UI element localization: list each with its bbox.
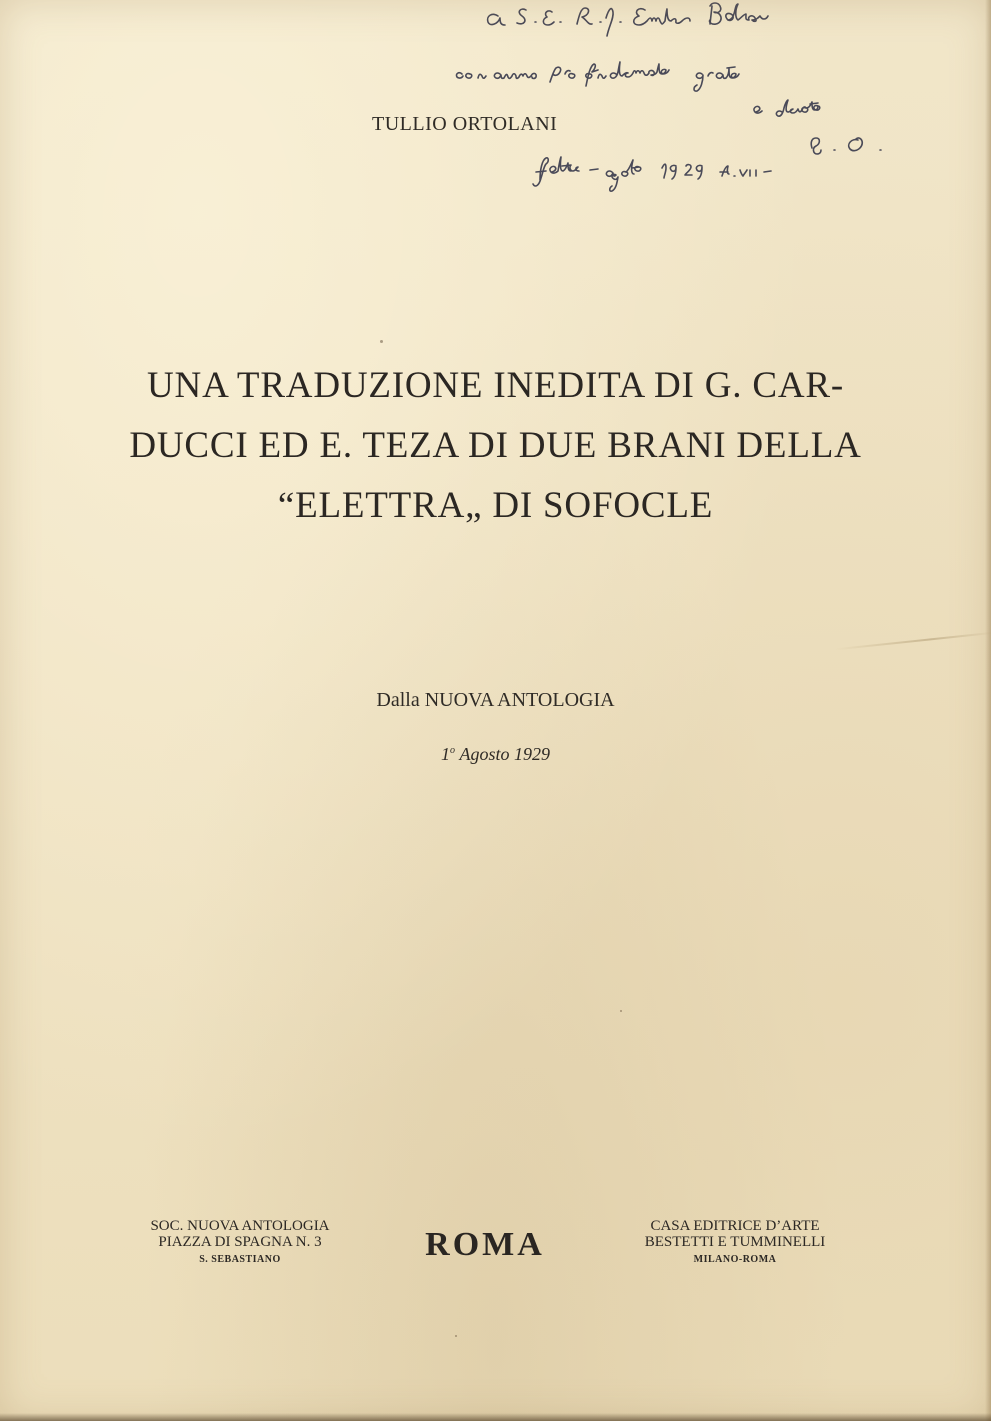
imprint-city: ROMA — [425, 1226, 545, 1263]
imprint-right-line-3: MILANO-ROMA — [693, 1254, 777, 1265]
imprint-left-line-3: S. SEBASTIANO — [199, 1254, 281, 1265]
page-bottom-edge — [0, 1413, 991, 1421]
source-journal: Dalla NUOVA ANTOLOGIA — [376, 689, 615, 711]
imprint-right-line-2: BESTETTI E TUMMINELLI — [644, 1234, 826, 1250]
imprint-right — [600, 1218, 870, 1268]
date-day: 1 — [440, 744, 450, 764]
page-right-edge — [985, 0, 991, 1421]
title-line-2: DUCCI ED E. TEZA DI DUE BRANI DELLA — [129, 425, 862, 466]
handwritten-dedication — [440, 0, 960, 200]
imprint-right-line-1: CASA EDITRICE D’ARTE — [650, 1218, 820, 1234]
publication-date — [0, 744, 991, 765]
paper-speck — [455, 1335, 457, 1337]
date-month-year: Agosto 1929 — [459, 744, 550, 764]
document-title — [0, 356, 991, 536]
date-ordinal: o — [449, 745, 455, 756]
handwritten-dedication-signature — [440, 0, 960, 200]
title-line-1: UNA TRADUZIONE INEDITA DI G. CAR- — [147, 365, 844, 406]
paper-crease — [835, 632, 991, 651]
imprint-left-line-1: SOC. NUOVA ANTOLOGIA — [150, 1218, 330, 1234]
author-name: TULLIO ORTOLANI — [372, 113, 558, 135]
paper-speck — [620, 1010, 622, 1012]
title-line-3: “ELETTRA„ DI SOFOCLE — [277, 485, 714, 526]
imprint-left-line-2: PIAZZA DI SPAGNA N. 3 — [158, 1234, 322, 1250]
paper-speck — [380, 340, 383, 343]
